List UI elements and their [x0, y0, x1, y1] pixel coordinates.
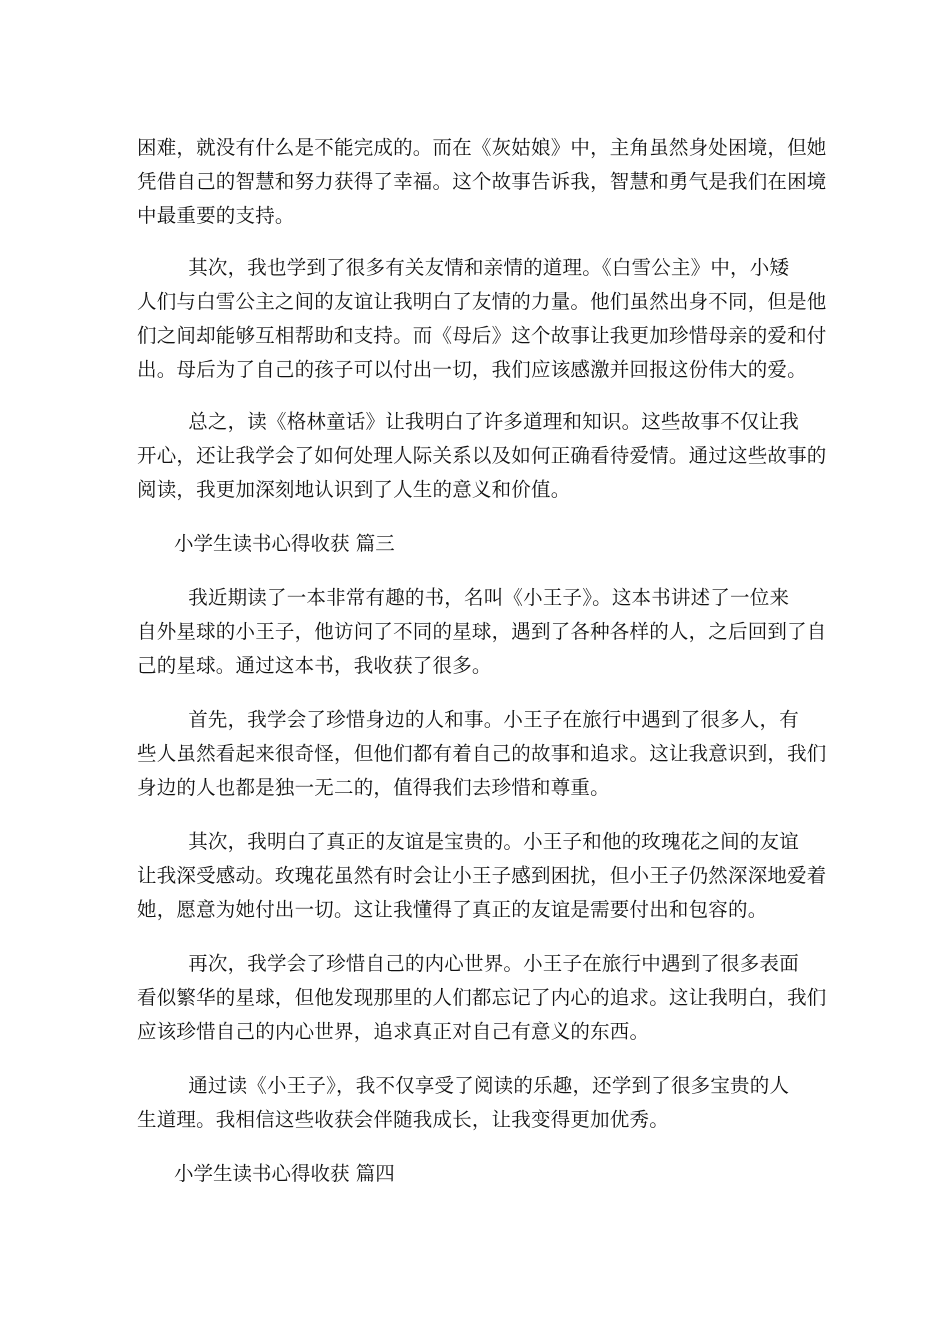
paragraph-line: 出。母后为了自己的孩子可以付出一切，我们应该感激并回报这份伟大的爱。 — [137, 358, 807, 381]
paragraph-line: 其次，我明白了真正的友谊是宝贵的。小王子和他的玫瑰花之间的友谊 — [137, 830, 799, 853]
section-heading-4: 小学生读书心得收获 篇四 — [174, 1162, 395, 1185]
paragraph-line: 人们与白雪公主之间的友谊让我明白了友情的力量。他们虽然出身不同，但是他 — [137, 290, 827, 313]
paragraph-5 — [137, 703, 827, 805]
paragraph-3 — [137, 405, 827, 507]
paragraph-line: 凭借自己的智慧和努力获得了幸福。这个故事告诉我，智慧和勇气是我们在困境 — [137, 170, 827, 193]
paragraph-line: 其次，我也学到了很多有关友情和亲情的道理。《白雪公主》中，小矮 — [137, 256, 790, 279]
paragraph-line: 应该珍惜自己的内心世界，追求真正对自己有意义的东西。 — [137, 1020, 650, 1043]
paragraph-line: 困难，就没有什么是不能完成的。而在《灰姑娘》中，主角虽然身处困境，但她 — [137, 136, 827, 159]
paragraph-line: 看似繁华的星球，但他发现那里的人们都忘记了内心的追求。这让我明白，我们 — [137, 986, 827, 1009]
paragraph-line: 通过读《小王子》，我不仅享受了阅读的乐趣，还学到了很多宝贵的人 — [137, 1074, 790, 1097]
paragraph-line: 总之，读《格林童话》让我明白了许多道理和知识。这些故事不仅让我 — [137, 410, 799, 433]
paragraph-line: 我近期读了一本非常有趣的书，名叫《小王子》。这本书讲述了一位来 — [137, 586, 790, 609]
paragraph-8 — [137, 1069, 813, 1137]
paragraph-line: 身边的人也都是独一无二的，值得我们去珍惜和尊重。 — [137, 776, 610, 799]
paragraph-line: 们之间却能够互相帮助和支持。而《母后》这个故事让我更加珍惜母亲的爱和付 — [137, 324, 827, 347]
paragraph-line: 生道理。我相信这些收获会伴随我成长，让我变得更加优秀。 — [137, 1108, 669, 1131]
paragraph-line: 开心，还让我学会了如何处理人际关系以及如何正确看待爱情。通过这些故事的 — [137, 444, 827, 467]
paragraph-line: 些人虽然看起来很奇怪，但他们都有着自己的故事和追求。这让我意识到，我们 — [137, 742, 827, 765]
section-heading-3: 小学生读书心得收获 篇三 — [174, 532, 395, 555]
paragraph-line: 首先，我学会了珍惜身边的人和事。小王子在旅行中遇到了很多人，有 — [137, 708, 799, 731]
paragraph-2 — [137, 251, 827, 387]
paragraph-7 — [137, 947, 827, 1049]
paragraph-line: 自外星球的小王子，他访问了不同的星球，遇到了各种各样的人，之后回到了自 — [137, 620, 827, 643]
paragraph-line: 她，愿意为她付出一切。这让我懂得了真正的友谊是需要付出和包容的。 — [137, 898, 768, 921]
paragraph-1 — [137, 131, 827, 233]
paragraph-line: 己的星球。通过这本书，我收获了很多。 — [137, 654, 492, 677]
paragraph-4 — [137, 581, 827, 683]
paragraph-line: 阅读，我更加深刻地认识到了人生的意义和价值。 — [137, 478, 571, 501]
paragraph-6 — [137, 825, 827, 927]
paragraph-line: 中最重要的支持。 — [137, 204, 295, 227]
paragraph-line: 让我深受感动。玫瑰花虽然有时会让小王子感到困扰，但小王子仍然深深地爱着 — [137, 864, 827, 887]
paragraph-line: 再次，我学会了珍惜自己的内心世界。小王子在旅行中遇到了很多表面 — [137, 952, 799, 975]
